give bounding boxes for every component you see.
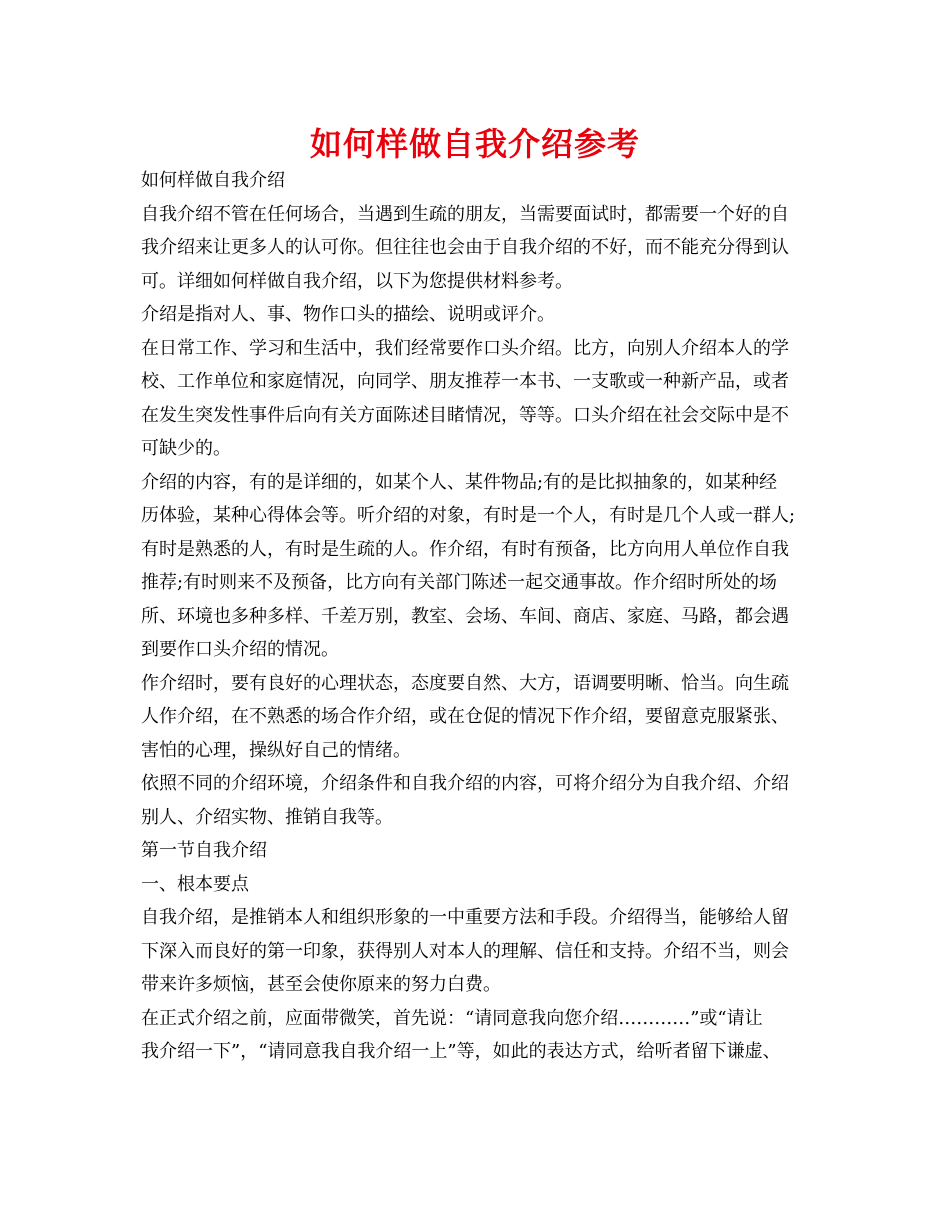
- text-line: 可。详细如何样做自我介绍，以下为您提供材料参考。: [141, 270, 573, 292]
- text-line: 害怕的心理，操纵好自己的情绪。: [141, 739, 411, 761]
- text-line: 到要作口头介绍的情况。: [141, 639, 339, 660]
- document-body: [141, 164, 811, 1069]
- document-title: 如何样做自我介绍参考: [309, 125, 640, 163]
- text-line: 校、工作单位和家庭情况，向同学、朋友推荐一本书、一支歌或一种新产品，或者: [141, 371, 789, 392]
- text-line: 推荐;有时则来不及预备，比方向有关部门陈述一起交通事故。作介绍时所处的场: [141, 572, 778, 593]
- text-line: 历体验，某种心得体会等。听介绍的对象，有时是一个人，有时是几个人或一群人;: [141, 505, 796, 526]
- text-line: 在正式介绍之前，应面带微笑，首先说：“请同意我向您介绍…………”或“请让: [141, 1007, 763, 1029]
- text-line: 自我介绍不管在任何场合，当遇到生疏的朋友，当需要面试时，都需要一个好的自: [141, 203, 789, 225]
- text-line: 第一节自我介绍: [141, 840, 267, 861]
- text-line: 作介绍时，要有良好的心理状态，态度要自然、大方，语调要明晰、恰当。向生疏: [141, 672, 789, 694]
- text-line: 依照不同的介绍环境，介绍条件和自我介绍的内容，可将介绍分为自我介绍、介绍: [141, 773, 789, 794]
- text-line: 如何样做自我介绍: [141, 170, 285, 191]
- text-line: 我介绍来让更多人的认可你。但往往也会由于自我介绍的不好，而不能充分得到认: [141, 237, 789, 258]
- text-line: 可缺少的。: [141, 438, 231, 459]
- text-line: 自我介绍，是推销本人和组织形象的一中重要方法和手段。介绍得当，能够给人留: [141, 907, 789, 928]
- text-line: 介绍是指对人、事、物作口头的描绘、说明或评介。: [141, 304, 555, 325]
- text-line: 别人、介绍实物、推销自我等。: [141, 806, 393, 828]
- text-line: 有时是熟悉的人，有时是生疏的人。作介绍，有时有预备，比方向用人单位作自我: [141, 538, 789, 560]
- text-line: 下深入而良好的第一印象，获得别人对本人的理解、信任和支持。介绍不当，则会: [141, 940, 789, 962]
- text-line: 所、环境也多种多样、千差万别，教室、会场、车间、商店、家庭、马路，都会遇: [141, 605, 789, 627]
- text-line: 人作介绍，在不熟悉的场合作介绍，或在仓促的情况下作介绍，要留意克服紧张、: [141, 706, 789, 727]
- text-line: 在发生突发性事件后向有关方面陈述目睹情况，等等。口头介绍在社会交际中是不: [141, 404, 789, 426]
- text-line: 介绍的内容，有的是详细的，如某个人、某件物品;有的是比拟抽象的，如某种经: [141, 471, 778, 493]
- text-line: 带来许多烦恼，甚至会使你原来的努力白费。: [141, 974, 501, 995]
- text-line: 在日常工作、学习和生活中，我们经常要作口头介绍。比方，向别人介绍本人的学: [141, 337, 789, 359]
- text-line: 一、根本要点: [141, 873, 249, 895]
- text-line: 我介绍一下”，“请同意我自我介绍一上”等，如此的表达方式，给听者留下谦虚、: [141, 1041, 781, 1062]
